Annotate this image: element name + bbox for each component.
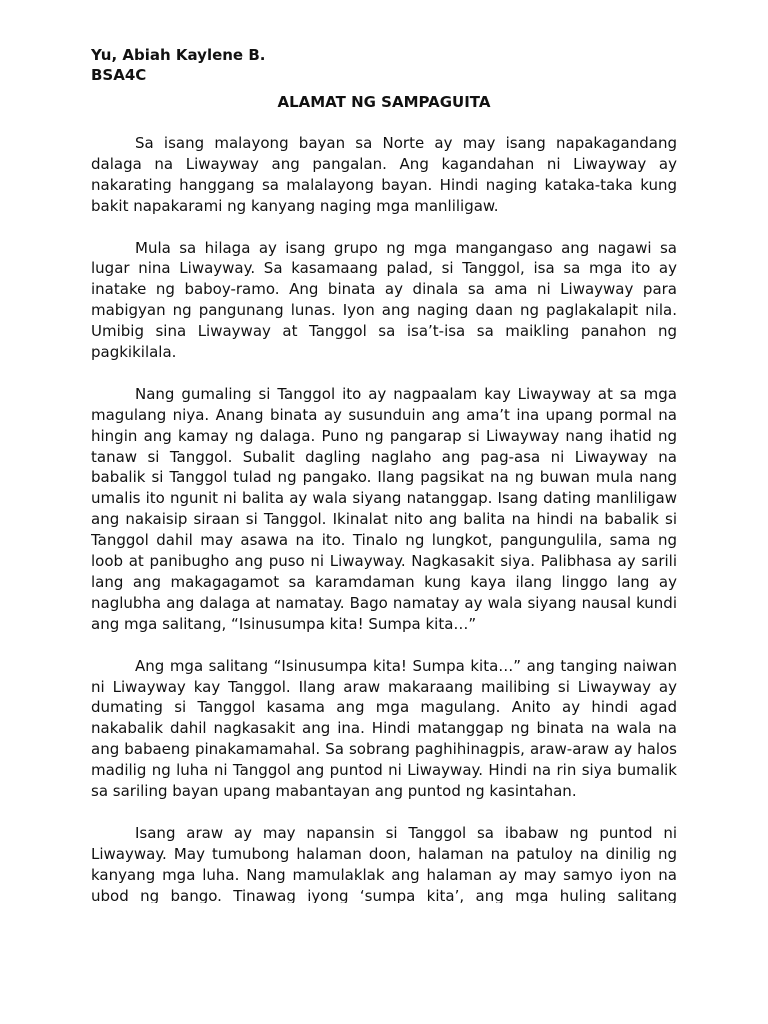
document-title: ALAMAT NG SAMPAGUITA xyxy=(277,93,491,111)
author-section: BSA4C xyxy=(91,66,147,84)
paragraph-4: Ang mga salitang “Isinusumpa kita! Sumpa kita…” ang tanging naiwan ni Liwayway kay Tanggol. Ilang araw makaraang mailibing si Liwayway ay dumating si Tanggol kasama ang mga magulang. Anito ay hindi agad nakabalik dahil nagkasakit ang ina. Hindi matanggap ng binata na wala na ang babaeng pinakamamahal. Sa sobrang paghihinagpis, araw-araw ay halos madilig ng luha ni Tanggol ang puntod ni Liwayway. Hindi na rin siya bumalik sa sariling bayan upang mabantayan ang puntod ng kasintahan. xyxy=(91,656,677,801)
paragraph-2: Mula sa hilaga ay isang grupo ng mga mangangaso ang nagawi sa lugar nina Liwayway. Sa kasamaang palad, si Tanggol, isa sa mga ito ay inatake ng baboy-ramo. Ang binata ay dinala sa ama ni Liwayway para mabigyan ng pangunang lunas. Iyon ang naging daan ng paglakalapit nila. Umibig sina Liwayway at Tanggol sa isa’t-isa sa maikling panahon ng pagkikilala. xyxy=(91,238,677,362)
document-body xyxy=(91,133,677,903)
paragraph-3: Nang gumaling si Tanggol ito ay nagpaalam kay Liwayway at sa mga magulang niya. Anang binata ay susunduin ang ama’t ina upang pormal na hingin ang kamay ng dalaga. Puno ng pangarap si Liwayway nang ihatid ng tanaw si Tanggol. Subalit dagling naglaho ang pag-asa ni Liwayway na babalik si Tanggol tulad ng pangako. Ilang pagsikat na ng buwan mula nang umalis ito ngunit ni balita ay wala siyang natanggap. Isang dating manliligaw ang nakaisip siraan si Tanggol. Ikinalat nito ang balita na hindi na babalik si Tanggol dahil may asawa na ito. Tinalo ng lungkot, pangungulila, sama ng loob at panibugho ang puso ni Liwayway. Nagkasakit siya. Palibhasa ay sarili lang ang makagagamot sa karamdaman kung kaya ilang linggo lang ay naglubha ang dalaga at namatay. Bago namatay ay wala siyang nausal kundi ang mga salitang, “Isinusumpa kita! Sumpa kita…” xyxy=(91,384,677,633)
paragraph-5: Isang araw ay may napansin si Tanggol sa ibabaw ng puntod ni Liwayway. May tumubong halaman doon, halaman na patuloy na dinilig ng kanyang mga luha. Nang mamulaklak ang halaman ay may samyo iyon na ubod ng bango. Tinawag iyong ‘sumpa kita’, ang mga huling salitang xyxy=(91,823,677,903)
author-block xyxy=(91,45,265,85)
author-name: Yu, Abiah Kaylene B. xyxy=(91,46,266,64)
paragraph-1: Sa isang malayong bayan sa Norte ay may isang napakagandang dalaga na Liwayway ang pangalan. Ang kagandahan ni Liwayway ay nakarating hanggang sa malalayong bayan. Hindi naging kataka-taka kung bakit napakarami ng kanyang naging mga manliligaw. xyxy=(91,134,677,215)
